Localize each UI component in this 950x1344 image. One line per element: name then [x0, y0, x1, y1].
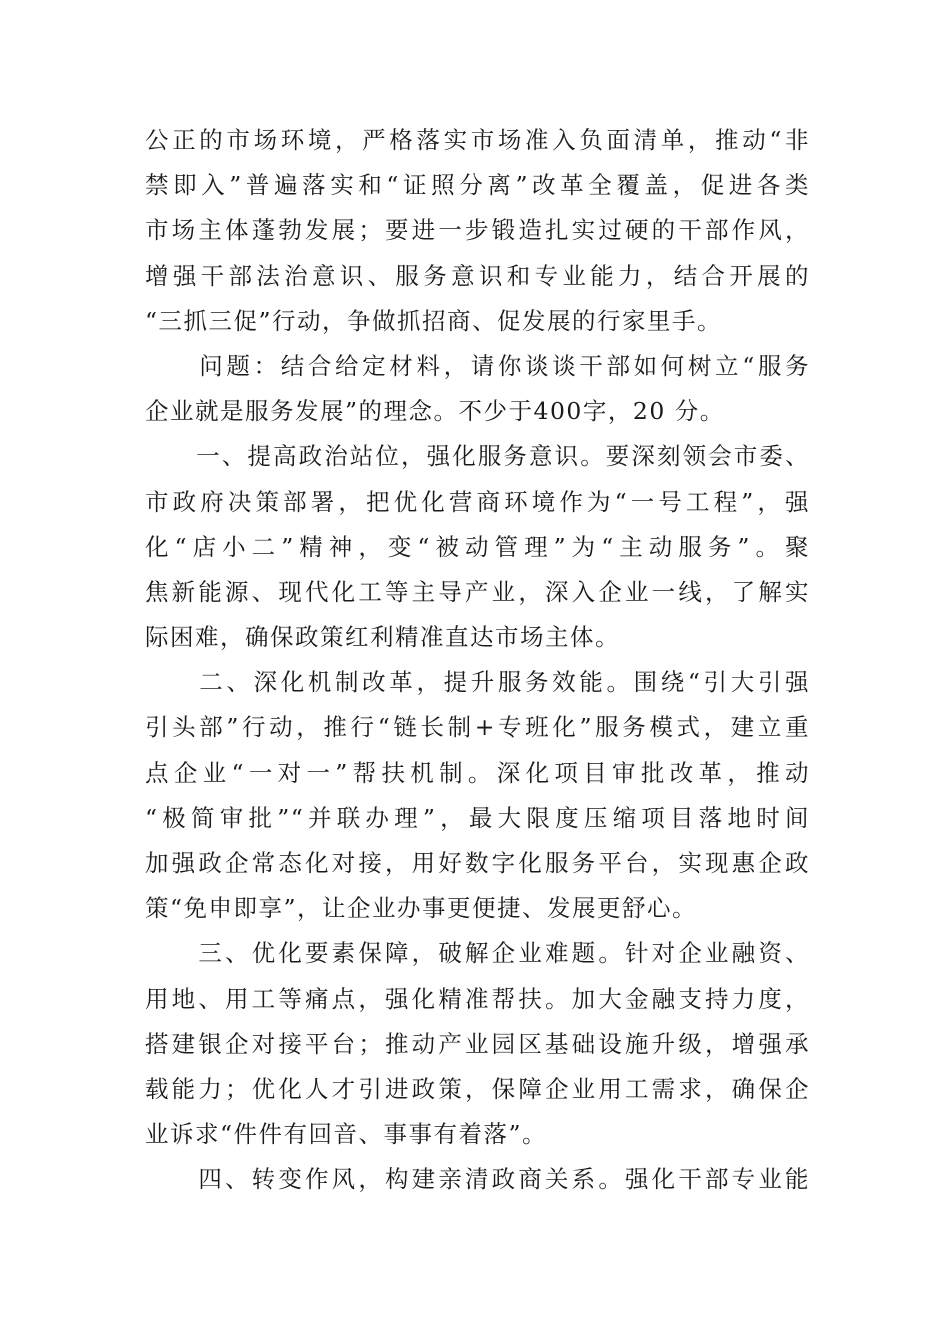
document-body — [145, 118, 810, 1203]
document-line: “三抓三促”行动，争做抓招商、促发展的行家里手。 — [145, 306, 723, 335]
document-line: 加强政企常态化对接，用好数字化服务平台，实现惠企政 — [145, 849, 810, 877]
document-line: 引头部”行动，推行“链长制+专班化”服务模式，建立重 — [145, 713, 810, 742]
document-line: 际困难，确保政策红利精准直达市场主体。 — [145, 623, 620, 652]
document-line: 企业就是服务发展”的理念。不少于400字，20 分。 — [145, 397, 725, 426]
document-line: 二、深化机制改革，提升服务效能。围绕“引大引强 — [145, 668, 810, 697]
document-line: 焦新能源、现代化工等主导产业，深入企业一线，了解实 — [145, 577, 810, 606]
document-line: 点企业“一对一”帮扶机制。深化项目审批改革，推动 — [145, 758, 810, 787]
document-line: “极简审批”“并联办理”，最大限度压缩项目落地时间 — [145, 803, 810, 832]
document-line: 载能力；优化人才引进政策，保障企业用工需求，确保企 — [145, 1074, 810, 1103]
document-line: 四、转变作风，构建亲清政商关系。强化干部专业能 — [145, 1165, 810, 1194]
document-line: 市政府决策部署，把优化营商环境作为“一号工程”，强 — [145, 487, 810, 516]
document-line: 策“免申即享”，让企业办事更便捷、发展更舒心。 — [145, 894, 698, 923]
document-line: 搭建银企对接平台；推动产业园区基础设施升级，增强承 — [145, 1029, 810, 1058]
document-line: 公正的市场环境，严格落实市场准入负面清单，推动“非 — [145, 126, 810, 154]
document-line: 一、提高政治站位，强化服务意识。要深刻领会市委、 — [145, 442, 810, 471]
document-line: 用地、用工等痛点，强化精准帮扶。加大金融支持力度， — [145, 984, 810, 1013]
document-line: 化“店小二”精神，变“被动管理”为“主动服务”。聚 — [145, 532, 810, 561]
document-line: 增强干部法治意识、服务意识和专业能力，结合开展的 — [145, 261, 810, 290]
document-line: 业诉求“件件有回音、事事有着落”。 — [145, 1120, 548, 1149]
document-line: 禁即入”普遍落实和“证照分离”改革全覆盖，促进各类 — [145, 171, 810, 200]
document-line: 市场主体蓬勃发展；要进一步锻造扎实过硬的干部作风， — [145, 216, 810, 245]
document-line: 问题：结合给定材料，请你谈谈干部如何树立“服务 — [145, 351, 810, 380]
document-line: 三、优化要素保障，破解企业难题。针对企业融资、 — [145, 939, 810, 968]
